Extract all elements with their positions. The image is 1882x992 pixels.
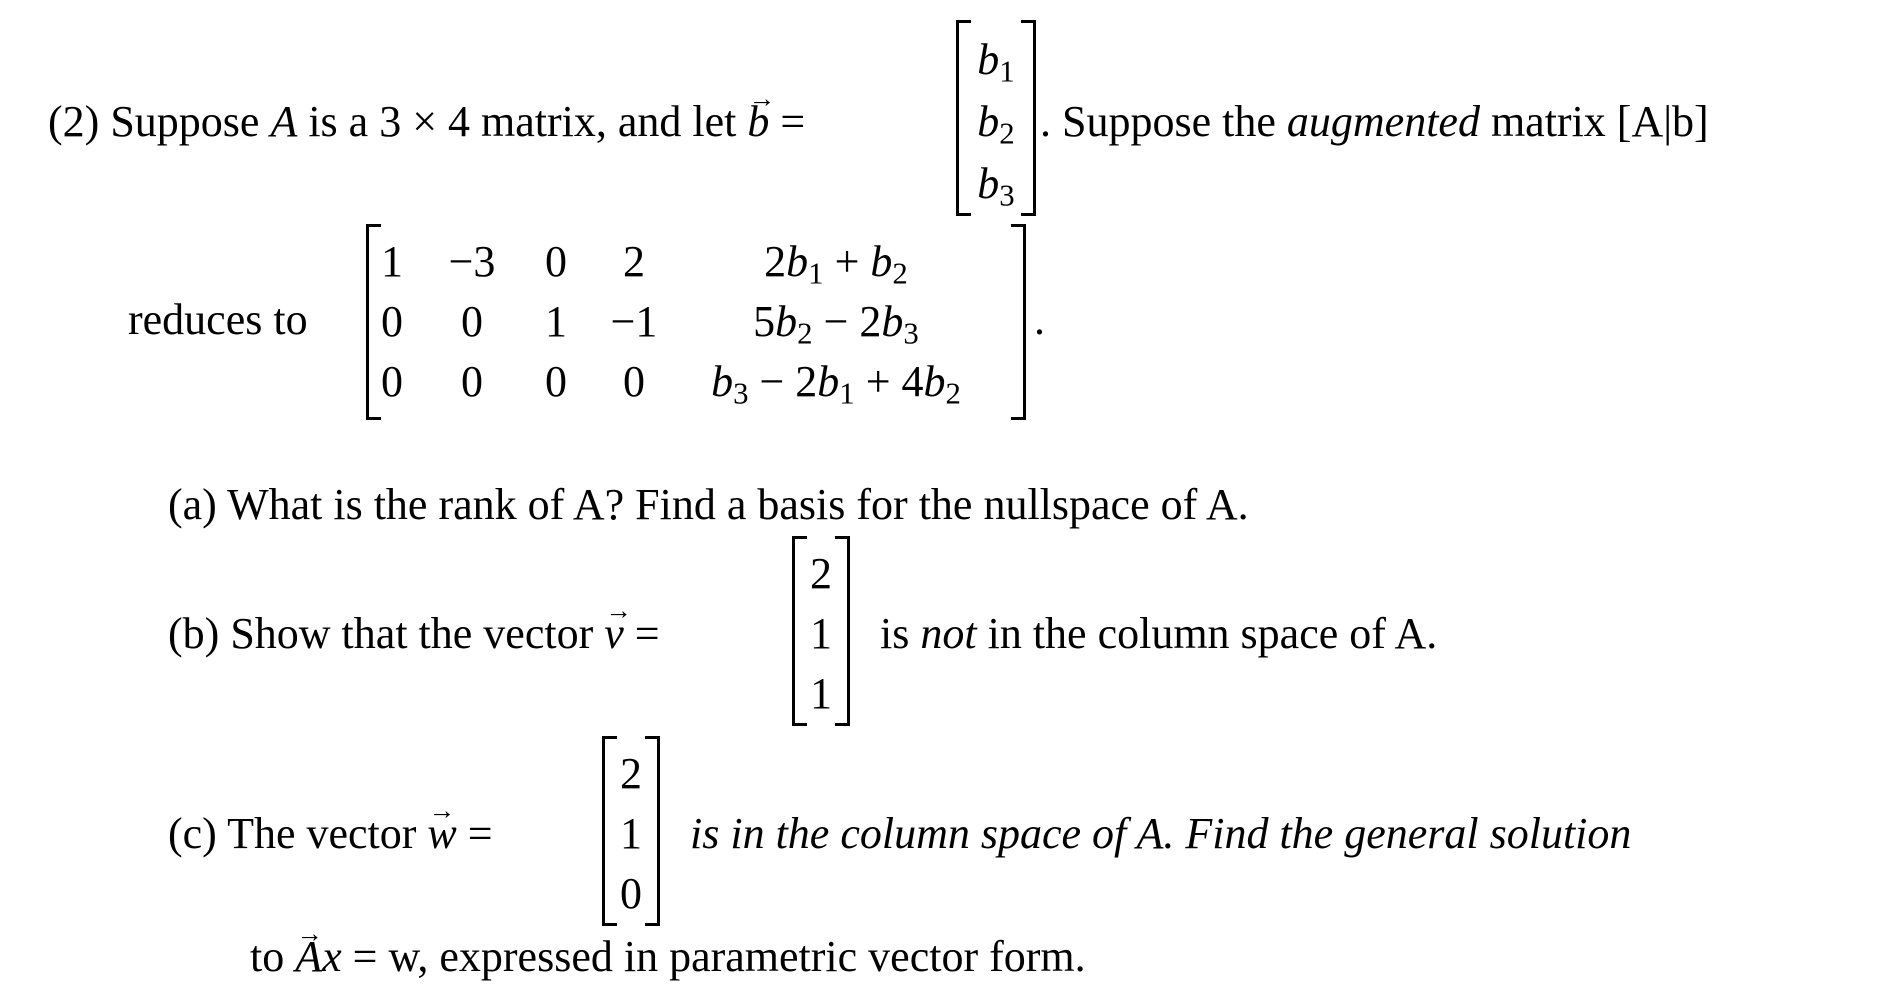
w-vector-matrix	[602, 736, 660, 926]
w-vector-entry: 1	[620, 809, 642, 858]
part-a-text: What is the rank of A? Find a basis for the nullspace of A.	[227, 480, 1249, 529]
left-bracket	[956, 20, 971, 216]
after-b-text: . Suppose the	[1040, 97, 1276, 146]
part-c-left	[168, 809, 493, 858]
part-c-last-line	[250, 932, 1086, 981]
w-vector-entry: 0	[620, 869, 642, 918]
part-b-text-1: Show that the vector	[230, 609, 594, 658]
right-bracket	[835, 536, 850, 726]
rref-entry: 2	[623, 237, 645, 286]
part-c-equals: =	[467, 809, 493, 858]
b-vector-matrix	[956, 20, 1036, 216]
rref-matrix	[366, 224, 1026, 420]
part-c-text-3b: = w, expressed in parametric vector form.	[352, 932, 1086, 981]
v-vector-entry: 1	[810, 669, 832, 718]
part-b-right	[880, 609, 1438, 658]
part-a	[168, 480, 1249, 529]
vector-w-symbol: → w	[427, 812, 456, 856]
b-vector-entry: $b_1$	[977, 35, 1015, 89]
reduces-to-label: reduces to	[128, 295, 308, 344]
Ax-expression: → Ax	[295, 935, 341, 979]
part-c-text-1: The vector	[227, 809, 417, 858]
augmented-word: augmented	[1286, 97, 1480, 146]
rref-entry: 1	[545, 297, 567, 346]
intro-text-1: Suppose	[110, 97, 260, 146]
rref-entry: 0	[545, 357, 567, 406]
part-b-equals: =	[634, 609, 660, 658]
rref-entry: 0	[381, 357, 403, 406]
vector-b-symbol: → b	[747, 100, 769, 144]
rref-entry: 0	[461, 357, 483, 406]
part-b-not: not	[920, 609, 977, 658]
right-bracket	[1021, 20, 1036, 216]
left-bracket	[366, 224, 381, 420]
w-vector-entry: 2	[620, 749, 642, 798]
rref-entry: −3	[448, 237, 496, 286]
part-b-left	[168, 609, 660, 658]
part-b-label: (b)	[168, 609, 220, 658]
v-vector-entry: 2	[810, 549, 832, 598]
rref-entry: $5b_2 - 2b_3$	[753, 297, 919, 351]
part-c-general-solution: general solution	[1344, 809, 1632, 858]
left-bracket	[792, 536, 807, 726]
b-vector-entry: $b_2$	[977, 97, 1015, 151]
rref-entry: 0	[381, 297, 403, 346]
equals-sign: =	[780, 97, 806, 146]
rref-entry: $b_3 - 2b_1 + 4b_2$	[711, 357, 961, 411]
rref-period: .	[1034, 295, 1045, 344]
part-c-text-3a: to	[250, 932, 285, 981]
after-aug-text: matrix [A|b]	[1490, 97, 1709, 146]
problem-intro-continued	[1040, 97, 1709, 146]
right-bracket	[645, 736, 660, 926]
problem-number: (2)	[48, 97, 100, 146]
problem-intro-line	[48, 97, 806, 146]
rref-entry: 0	[623, 357, 645, 406]
rref-entry: 0	[461, 297, 483, 346]
part-a-label: (a)	[168, 480, 217, 529]
intro-text-2: is a 3 × 4 matrix, and let	[308, 97, 737, 146]
part-c-text-2: is in the column space of A. Find the	[690, 809, 1334, 858]
rref-entry: −1	[610, 297, 658, 346]
left-bracket	[602, 736, 617, 926]
part-c-label: (c)	[168, 809, 217, 858]
rref-entry: 1	[381, 237, 403, 286]
part-b-text-2b: in the column space of A.	[987, 609, 1438, 658]
vector-v-symbol: → v	[604, 612, 624, 656]
part-b-text-2a: is	[880, 609, 910, 658]
part-c-right	[690, 809, 1632, 858]
matrix-A-symbol: A	[270, 97, 298, 146]
v-vector-entry: 1	[810, 609, 832, 658]
b-vector-entry: $b_3$	[977, 159, 1015, 213]
v-vector-matrix	[792, 536, 850, 726]
rref-entry: $2b_1 + b_2$	[764, 237, 908, 291]
right-bracket	[1011, 224, 1026, 420]
rref-entry: 0	[545, 237, 567, 286]
